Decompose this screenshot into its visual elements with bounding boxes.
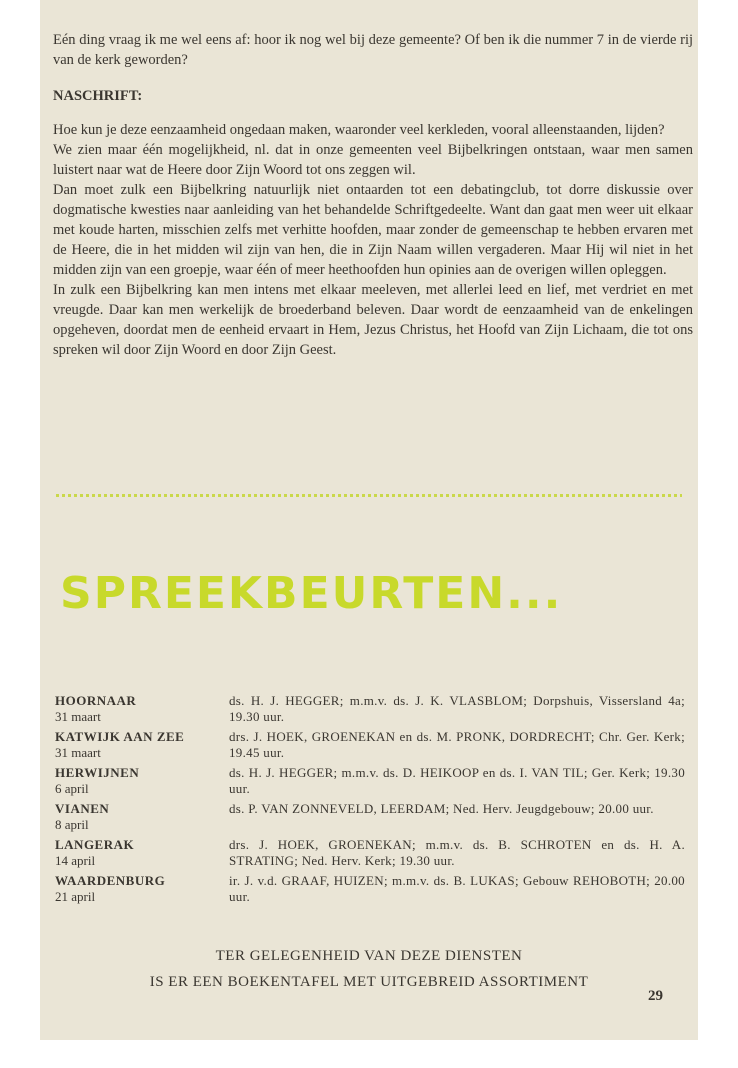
schedule-row (55, 873, 685, 905)
page-number: 29 (648, 988, 663, 1004)
footer-line: TER GELEGENHEID VAN DEZE DIENSTEN (215, 948, 523, 964)
naschrift-paragraph: Dan moet zulk een Bijbelkring natuurlijk niet ontaarden tot een debatingclub, tot dorre diskussie over dogmatische kwesties naar aanleiding van het behandelde Schriftgedeelte. Want dan gaat men weer uit elkaar met koude harten, misschien zelfs met verhitte hoofden, maar zonder de gemeenschap te hebben ervaren met de Heere, die in het midden wil zijn van hen, die in Zijn Naam willen vergaderen. Maar Hij wil niet in het midden zijn van een groepje, waar één of meer heethoofden hun opinies aan de overigen willen opleggen. (53, 182, 693, 278)
schedule-place-cell (55, 693, 229, 725)
schedule-place: HERWIJNEN (55, 765, 140, 780)
schedule-details: drs. J. HOEK, GROENEKAN en ds. M. PRONK, DORDRECHT; Chr. Ger. Kerk; 19.45 uur. (229, 729, 685, 760)
schedule-row (55, 801, 685, 833)
schedule-place-cell (55, 873, 229, 905)
footer-notice (40, 943, 698, 995)
schedule-details: ds. P. VAN ZONNEVELD, LEERDAM; Ned. Herv. Jeugdgebouw; 20.00 uur. (229, 801, 654, 816)
schedule-place: KATWIJK AAN ZEE (55, 729, 185, 744)
schedule-details: ds. H. J. HEGGER; m.m.v. ds. D. HEIKOOP en ds. I. VAN TIL; Ger. Kerk; 19.30 uur. (229, 765, 685, 796)
naschrift-paragraph: Hoe kun je deze eenzaamheid ongedaan maken, waaronder veel kerkleden, vooral alleenstaanden, lijden? (53, 122, 665, 138)
naschrift-heading: NASCHRIFT: (53, 88, 143, 104)
schedule-place: LANGERAK (55, 837, 135, 852)
schedule-row (55, 765, 685, 797)
schedule-row (55, 837, 685, 869)
naschrift-body (53, 120, 693, 360)
schedule-details: drs. J. HOEK, GROENEKAN; m.m.v. ds. B. SCHROTEN en ds. H. A. STRATING; Ned. Herv. Kerk; 19.30 uur. (229, 837, 685, 868)
schedule-date: 31 maart (55, 709, 101, 724)
naschrift-paragraph: We zien maar één mogelijkheid, nl. dat in onze gemeenten veel Bijbelkringen ontstaan, waar men samen luistert naar wat de Heere door Zijn Woord tot ons zeggen wil. (53, 142, 693, 178)
schedule-place-cell (55, 801, 229, 833)
schedule-date: 8 april (55, 817, 89, 832)
intro-paragraph: Eén ding vraag ik me wel eens af: hoor ik nog wel bij deze gemeente? Of ben ik die nummer 7 in de vierde rij van de kerk geworden? (53, 32, 693, 68)
schedule-date: 21 april (55, 889, 96, 904)
schedule-place-cell (55, 765, 229, 797)
schedule-list (55, 693, 685, 909)
schedule-details: ir. J. v.d. GRAAF, HUIZEN; m.m.v. ds. B. LUKAS; Gebouw REHOBOTH; 20.00 uur. (229, 873, 685, 904)
schedule-details: ds. H. J. HEGGER; m.m.v. ds. J. K. VLASBLOM; Dorpshuis, Vissersland 4a; 19.30 uur. (229, 693, 685, 724)
schedule-place-cell (55, 837, 229, 869)
section-title: SPREEKBEURTEN... (60, 568, 563, 619)
schedule-place-cell (55, 729, 229, 761)
schedule-place: WAARDENBURG (55, 873, 166, 888)
footer-line: IS ER EEN BOEKENTAFEL MET UITGEBREID ASSORTIMENT (149, 974, 589, 990)
schedule-place: HOORNAAR (55, 693, 137, 708)
schedule-row (55, 693, 685, 725)
section-divider (56, 494, 682, 497)
schedule-date: 14 april (55, 853, 96, 868)
schedule-row (55, 729, 685, 761)
naschrift-paragraph: In zulk een Bijbelkring kan men intens met elkaar meeleven, met allerlei leed en lief, met verdriet en met vreugde. Daar kan men werkelijk de broederband beleven. Daar wordt de eenzaamheid van de enkelingen opgeheven, doordat men de eenheid ervaart in Hem, Jezus Christus, het Hoofd van Zijn Lichaam, die tot ons spreken wil door Zijn Woord en door Zijn Geest. (53, 282, 693, 358)
schedule-date: 31 maart (55, 745, 101, 760)
schedule-date: 6 april (55, 781, 89, 796)
schedule-place: VIANEN (55, 801, 110, 816)
page (40, 0, 698, 1040)
